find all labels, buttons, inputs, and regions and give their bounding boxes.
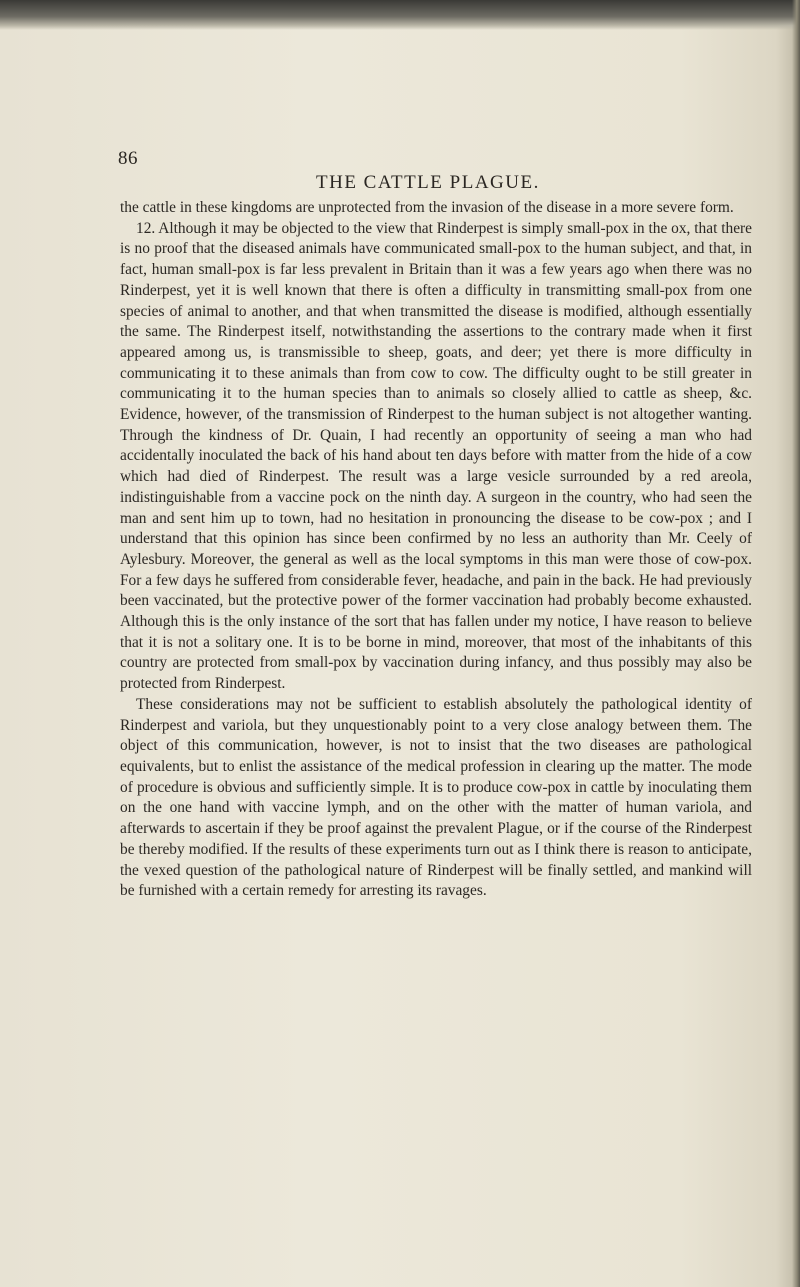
scan-right-edge: [792, 0, 800, 1287]
running-head: THE CATTLE PLAGUE.: [316, 172, 540, 193]
paragraph-continued: the cattle in these kingdoms are unprotected from the invasion of the disease in a more severe form.: [120, 199, 734, 216]
body-text: [120, 198, 752, 902]
paragraph-12: 12. Although it may be objected to the view that Rinderpest is simply small-pox in the ox, that there is no proof that the diseased animals have communicated small-pox to the human subject, and that, in fact, human small-pox is far less prevalent in Britain than it was a few years ago when there was no Rinderpest, yet it is well known that there is often a difficulty in transmitting small-pox from one species of animal to another, and that when transmitted the disease is modified, although essentially the same. The Rinderpest itself, notwithstanding the assertions to the contrary made when it first appeared among us, is transmissible to sheep, goats, and deer; yet there is more difficulty in communicating it to these animals than from cow to cow. The difficulty ought to be still greater in communicating it to the human species than to animals so closely allied to cattle as sheep, &c. Evidence, however, of the transmission of Rinderpest to the human subject is not altogether wanting. Through the kindness of Dr. Quain, I had recently an opportunity of seeing a man who had accidentally inoculated the back of his hand about ten days before with matter from the hide of a cow which had died of Rinderpest. The result was a large vesicle surrounded by a red areola, indistinguishable from a vaccine pock on the ninth day. A surgeon in the country, who had seen the man and sent him up to town, had no hesitation in pronouncing the disease to be cow-pox ; and I understand that this opinion has since been confirmed by no less an authority than Mr. Ceely of Aylesbury. Moreover, the general as well as the local symptoms in this man were those of cow-pox. For a few days he suffered from considerable fever, headache, and pain in the back. He had previously been vaccinated, but the protective power of the former vaccination had probably become exhausted. Although this is the only instance of the sort that has fallen under my notice, I have reason to believe that it is not a solitary one. It is to be borne in mind, moreover, that most of the inhabitants of this country are protected from small-pox by vaccination during infancy, and thus possibly may also be protected from Rinderpest.: [120, 219, 752, 693]
page-number: 86: [118, 148, 138, 169]
paragraph-considerations: These considerations may not be sufficient to establish absolutely the pathological identity of Rinderpest and variola, but they unquestionably point to a very close analogy between them. The object of this communication, however, is not to insist that the two diseases are pathological equivalents, but to enlist the assistance of the medical profession in clearing up the matter. The mode of procedure is obvious and sufficiently simple. It is to produce cow-pox in cattle by inoculating them on the one hand with vaccine lymph, and on the other with the matter of human variola, and afterwards to ascertain if they be proof against the prevalent Plague, or if the course of the Rinderpest be thereby modified. If the results of these experiments turn out as I think there is reason to anticipate, the vexed question of the pathological nature of Rinderpest will be finally settled, and mankind will be furnished with a certain remedy for arresting its ravages.: [120, 695, 752, 900]
scan-top-edge: [0, 0, 800, 30]
